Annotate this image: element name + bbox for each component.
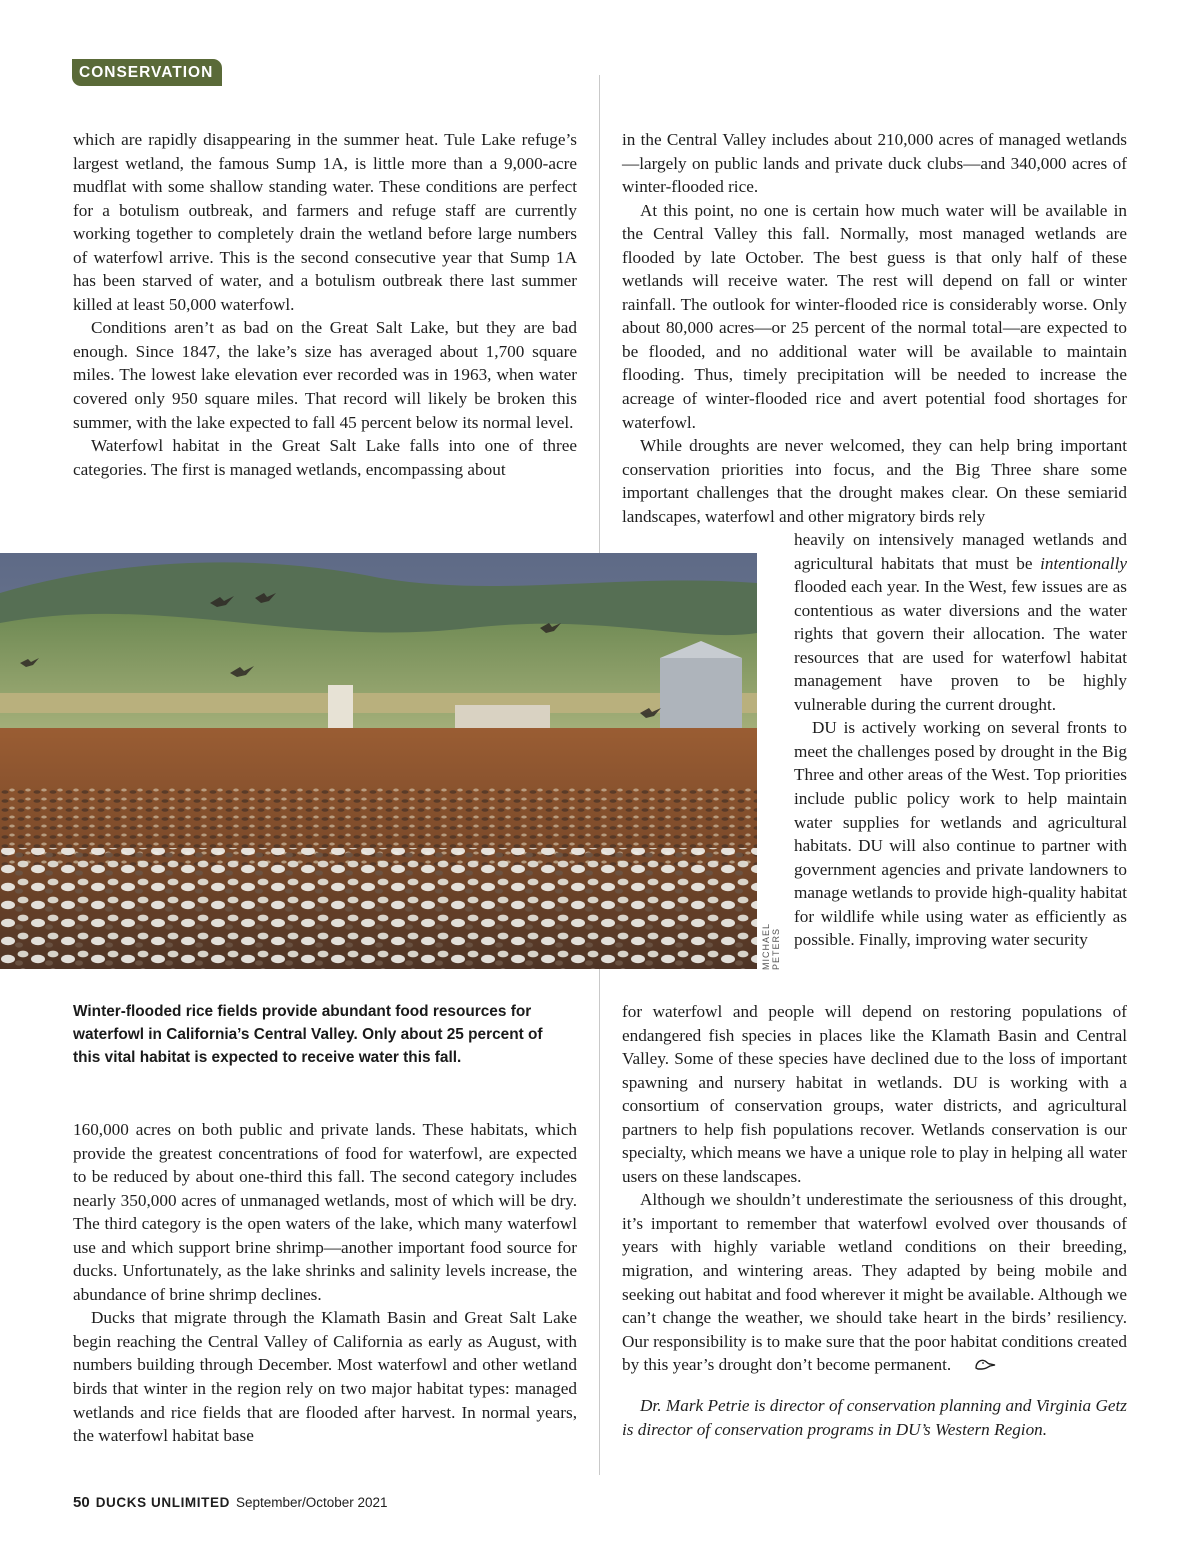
paragraph: which are rapidly disappearing in the summer heat. Tule Lake refuge’s largest wetland, the famous Sump 1A, is little more than a 9,000-acre mudflat with some shallow standing water. These conditions are perfect for a botulism outbreak, and farmers and refuge staff are currently working together to completely drain the wetland before large numbers of waterfowl arrive. This is the second consecutive year that Sump 1A has been starved of water, and a botulism outbreak there last summer killed at least 50,000 waterfowl. — [73, 130, 577, 314]
paragraph: 160,000 acres on both public and private lands. These habitats, which provide the greatest concentrations of food for waterfowl, are expected to be reduced by about one-third this fall. The second category includes nearly 350,000 acres of unmanaged wetlands, most of which will be dry. The third category is the open waters of the lake, which many waterfowl use and which support brine shrimp—another important food source for ducks. Unfortunately, as the lake shrinks and salinity levels increase, the abundance of brine shrimp declines. — [73, 1120, 577, 1304]
page-footer — [73, 1494, 388, 1511]
left-column-top — [73, 128, 577, 481]
right-column-wrap — [794, 528, 1127, 952]
photo-credit: MICHAEL PETERS — [761, 923, 781, 970]
duck-head-icon — [956, 1354, 980, 1378]
photo-caption: Winter-flooded rice fields provide abundant food resources for waterfowl in California’s Central Valley. Only about 25 percent of this vital habitat is expected to receive water this fall. — [73, 1003, 543, 1066]
paragraph: Waterfowl habitat in the Great Salt Lake falls into one of three categories. The first is managed wetlands, encompassing about — [73, 436, 577, 479]
snow-geese-rice-field-photo — [0, 553, 757, 969]
paragraph: Conditions aren’t as bad on the Great Salt Lake, but they are bad enough. Since 1847, the lake’s size has averaged about 1,700 square miles. The lowest lake elevation ever recorded was in 1963, when water covered only 950 square miles. That record will likely be broken this summer, with the lake expected to fall 45 percent below its normal level. — [73, 318, 577, 432]
paragraph: While droughts are never welcomed, they can help bring important conservation priorities into focus, and the Big Three share some important challenges that the drought makes clear. On these semiarid landscapes, waterfowl and other migratory birds rely — [622, 436, 1127, 526]
paragraph: Ducks that migrate through the Klamath Basin and Great Salt Lake begin reaching the Central Valley of California as early as August, with numbers building through December. Most waterfowl and other wetland birds that winter in the region rely on two major habitat types: managed wetlands and rice fields that are flooded after harvest. In normal years, the waterfowl habitat base — [73, 1308, 577, 1446]
author-bio: Dr. Mark Petrie is director of conservation planning and Virginia Getz is director of conservation programs in DU’s Western Region. — [622, 1396, 1127, 1439]
section-label: CONSERVATION — [72, 59, 222, 86]
left-column-bottom — [73, 1118, 577, 1448]
magazine-title: DUCKS UNLIMITED — [95, 1495, 230, 1510]
paragraph: heavily on intensively managed wetlands and agricultural habitats that must be intentionally flooded each year. In the West, few issues are as contentious as water diversions and the water rights that govern their allocation. The water resources that are used for waterfowl habitat management have proven to be highly vulnerable during the current drought. — [794, 530, 1127, 714]
right-column-bottom — [622, 1000, 1127, 1378]
issue-date: September/October 2021 — [235, 1495, 388, 1510]
page-number: 50 — [73, 1494, 90, 1511]
paragraph: At this point, no one is certain how much water will be available in the Central Valley this fall. Normally, most managed wetlands are flooded by late October. The best guess is that only half of these wetlands will receive water. The rest will depend on fall or winter rainfall. The outlook for winter-flooded rice is considerably worse. Only about 80,000 acres—or 25 percent of the normal total—are expected to be flooded, and no additional water will be available to maintain flooding. Thus, timely precipitation will be needed to increase the acreage of winter-flooded rice and avert potential food shortages for waterfowl. — [622, 200, 1127, 432]
paragraph: for waterfowl and people will depend on restoring populations of endangered fish species in places like the Klamath Basin and Central Valley. Some of these species have declined due to the loss of important spawning and nursery habitat in wetlands. DU is working with a consortium of conservation groups, water districts, and agricultural partners to help fish populations recover. Wetlands conservation is our specialty, which means we have a unique role to play in helping all water users on these landscapes. — [622, 1002, 1127, 1186]
right-column-top — [622, 128, 1127, 528]
paragraph: in the Central Valley includes about 210,000 acres of managed wetlands—largely on public lands and private duck clubs—and 340,000 acres of winter-flooded rice. — [622, 130, 1127, 197]
paragraph: Although we shouldn’t underestimate the seriousness of this drought, it’s important to remember that waterfowl evolved over thousands of years with highly variable wetland conditions on their breeding, migration, and wintering areas. They adapted by being mobile and seeking out habitat and food wherever it might be available. Although we can’t change the weather, we should take heart in the birds’ resiliency. Our responsibility is to make sure that the poor habitat conditions created by this year’s drought don’t become permanent. — [622, 1188, 1127, 1378]
paragraph: DU is actively working on several fronts to meet the challenges posed by drought in the Big Three and other areas of the West. Top priorities include public policy work to help maintain water supplies for wetlands and agricultural habitats. DU will also continue to partner with government agencies and private landowners to manage wetlands to provide high-quality habitat for wildlife while using water as efficiently as possible. Finally, improving water security — [794, 718, 1127, 950]
